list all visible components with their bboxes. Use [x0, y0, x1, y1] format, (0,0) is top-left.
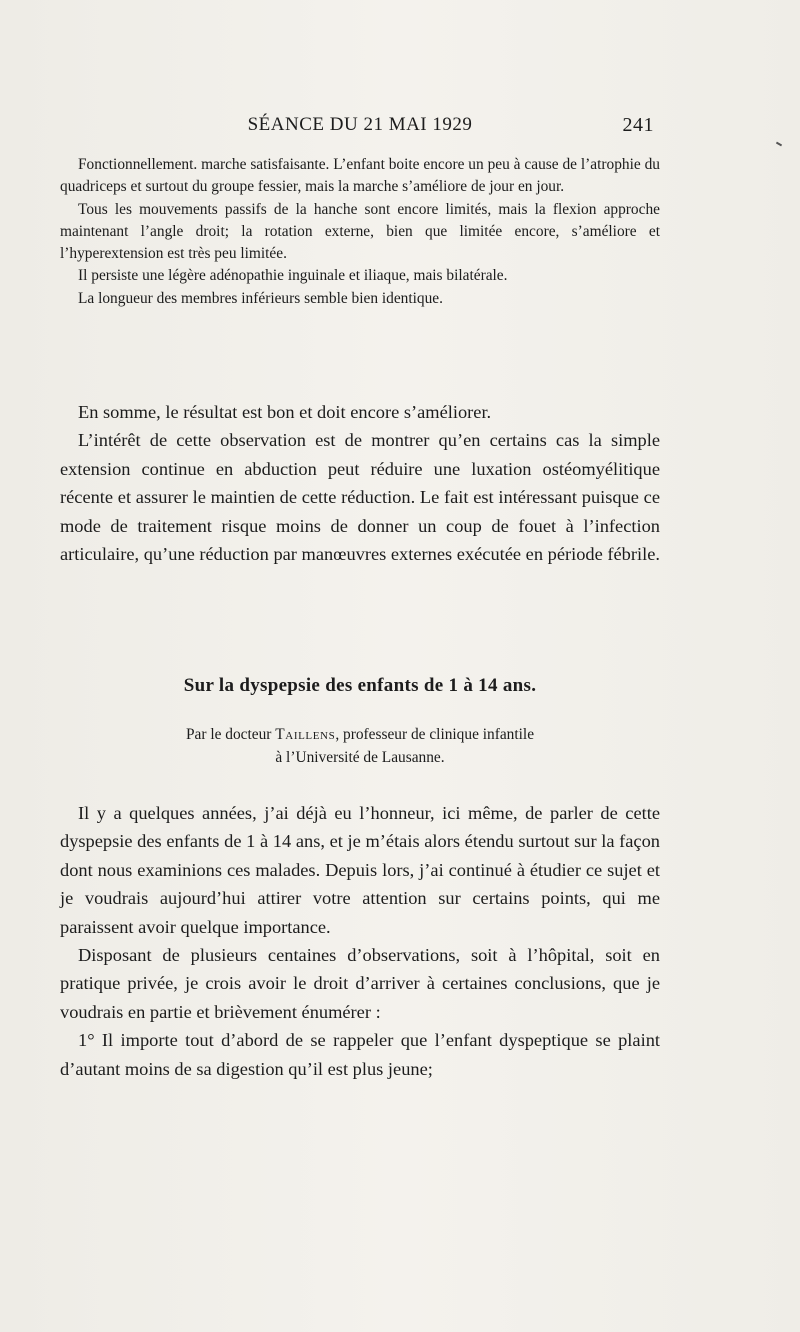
paragraph: Il y a quelques années, j’ai déjà eu l’honneur, ici même, de parler de cette dyspepsie des enfants de 1 à 14 ans, et je m’étais alors étendu surtout sur la façon dont nous examinions ces malades. Depuis lors, j’ai continué à étudier ce sujet et je voudrais aujourd’hui attirer votre attention sur certains points, qui me paraissent avoir quelque importance.	[60, 803, 660, 937]
conclusion-block	[60, 398, 660, 568]
paragraph: 1° Il importe tout d’abord de se rappeler que l’enfant dyspeptique se plaint d’autant moins de sa digestion qu’il est plus jeune;	[60, 1030, 660, 1079]
page-number: 241	[622, 114, 654, 136]
paragraph: En somme, le résultat est bon et doit encore s’améliorer.	[78, 402, 492, 422]
byline-prefix: Par le docteur	[185, 726, 272, 743]
paragraph: Fonctionnellement. marche satisfaisante. L’enfant boite encore un peu à cause de l’atrophie du quadriceps et surtout du groupe fessier, mais la marche s’améliore de jour en jour.	[60, 156, 660, 196]
author-name: Taillens	[275, 726, 336, 743]
paragraph: Disposant de plusieurs centaines d’observations, soit à l’hôpital, soit en pratique privée, je crois avoir le droit d’arriver à certaines conclusions, que je voudrais en partie et brièvement énumérer :	[60, 945, 660, 1022]
article-byline	[60, 723, 660, 769]
paragraph: La longueur des membres inférieurs semble bien identique.	[78, 289, 443, 307]
byline-suffix: , professeur de clinique infantile	[335, 726, 535, 743]
article-body	[60, 799, 660, 1083]
margin-mark	[776, 142, 782, 147]
paragraph: Tous les mouvements passifs de la hanche sont encore limités, mais la flexion approche maintenant l’angle droit; la rotation externe, bien que limitée encore, s’améliore et l’hyperextension est très peu limitée.	[60, 200, 660, 263]
running-title: SÉANCE DU 21 MAI 1929	[247, 114, 473, 135]
paragraph: Il persiste une légère adénopathie inguinale et iliaque, mais bilatérale.	[78, 267, 508, 285]
byline-line	[60, 723, 660, 746]
case-report-continuation	[60, 154, 660, 310]
running-header	[60, 114, 660, 138]
affiliation: à l’Université de Lausanne.	[275, 749, 445, 766]
article-title: Sur la dyspepsie des enfants de 1 à 14 ans.	[183, 675, 537, 696]
paragraph: L’intérêt de cette observation est de montrer qu’en certains cas la simple extension continue en abduction peut réduire une luxation ostéomyélitique récente et assurer le maintien de cette réduction. Le fait est intéressant puisque ce mode de traitement risque moins de donner un coup de fouet à l’infection articulaire, qu’une réduction par manœuvres externes exécutée en période fébrile.	[60, 430, 660, 565]
